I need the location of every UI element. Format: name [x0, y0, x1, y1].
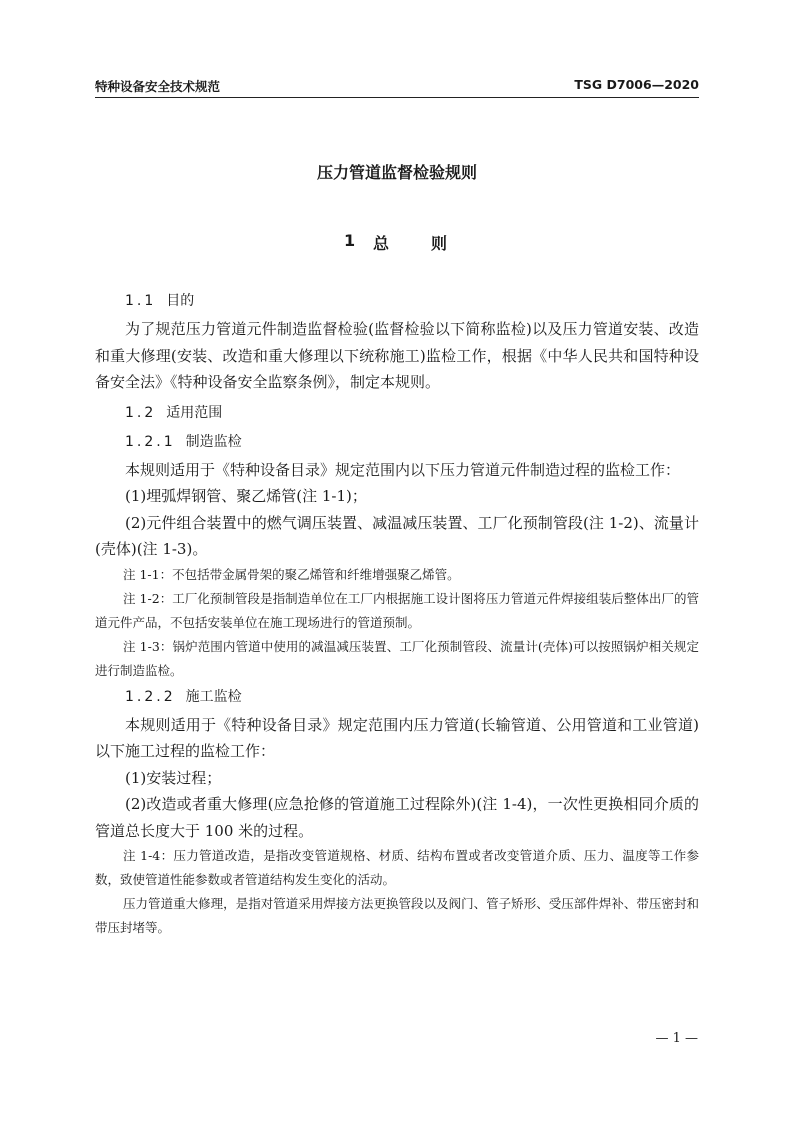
section-number: 1.2.2 — [125, 688, 176, 705]
section-1-1-heading — [95, 287, 699, 316]
list-item: (2)改造或者重大修理(应急抢修的管道施工过程除外)(注 1-4)，一次性更换相同介质的管道总长度大于 100 米的过程。 — [95, 795, 699, 840]
header-standard-code: TSG D7006—2020 — [574, 77, 699, 92]
note-1-4: 注 1-4：压力管道改造，是指改变管道规格、材质、结构布置或者改变管道介质、压力、温度等工作参数，致使管道性能参数或者管道结构发生变化的活动。 — [95, 848, 699, 887]
section-label: 施工监检 — [185, 688, 242, 705]
section-number: 1.2 — [125, 404, 157, 421]
note-1-4-continued: 压力管道重大修理，是指对管道采用焊接方法更换管段以及阀门、管子矫形、受压部件焊补、带压密封和带压封堵等。 — [95, 896, 699, 935]
document-body — [95, 287, 699, 940]
section-label: 制造监检 — [185, 433, 242, 450]
note-1-3: 注 1-3：锅炉范围内管道中使用的减温减压装置、工厂化预制管段、流量计(壳体)可以按照锅炉相关规定进行制造监检。 — [95, 638, 699, 678]
section-number: 1.1 — [125, 293, 157, 309]
section-label: 适用范围 — [166, 404, 223, 421]
section-number: 1.2.1 — [125, 433, 176, 450]
list-item: (2)元件组合装置中的燃气调压装置、减温减压装置、工厂化预制管段(注 1-2)、流量计(壳体)(注 1-3)。 — [95, 513, 699, 558]
paragraph-purpose: 为了规范压力管道元件制造监督检验(监督检验以下简称监检)以及压力管道安装、改造和重大修理(安装、改造和重大修理以下统称施工)监检工作，根据《中华人民共和国特种设备安全法》《特种设备安全监察条例》，制定本规则。 — [95, 320, 699, 391]
paragraph-construction-scope: 本规则适用于《特种设备目录》规定范围内压力管道(长输管道、公用管道和工业管道)以下施工过程的监检工作： — [95, 715, 699, 760]
section-1-2-2-heading — [95, 683, 699, 712]
paragraph-manufacturing-scope: 本规则适用于《特种设备目录》规定范围内以下压力管道元件制造过程的监检工作： — [125, 460, 681, 479]
section-label: 目的 — [166, 293, 195, 309]
list-item: (1)埋弧焊钢管、聚乙烯管(注 1-1)； — [125, 487, 367, 505]
document-title: 压力管道监督检验规则 — [316, 163, 477, 182]
note-1-2: 注 1-2：工厂化预制管段是指制造单位在工厂内根据施工设计图将压力管道元件焊接组装后整体出厂的管道元件产品，不包括安装单位在施工现场进行的管道预制。 — [95, 590, 699, 630]
page-number: — 1 — — [655, 1031, 698, 1046]
chapter-word-2: 则 — [431, 234, 448, 253]
section-1-2-1-heading — [95, 428, 699, 457]
header-divider — [95, 97, 699, 98]
chapter-number: 1 — [344, 231, 356, 250]
chapter-word-1: 总 — [373, 234, 390, 253]
header-spec-name: 特种设备安全技术规范 — [95, 79, 221, 94]
section-1-2-heading — [95, 399, 699, 428]
list-item: (1)安装过程； — [125, 768, 222, 787]
note-1-1: 注 1-1：不包括带金属骨架的聚乙烯管和纤维增强聚乙烯管。 — [123, 566, 460, 582]
